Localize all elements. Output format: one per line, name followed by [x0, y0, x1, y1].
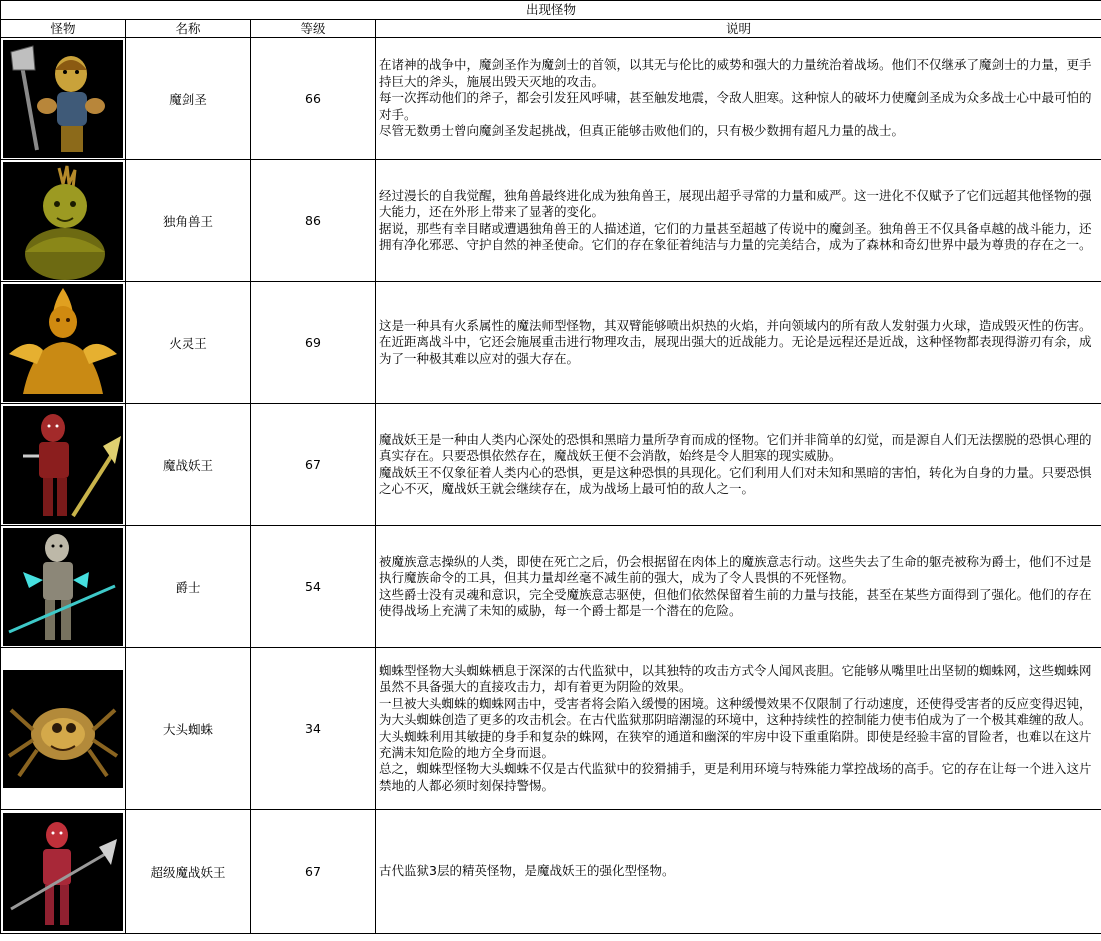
- monster-level: 67: [251, 404, 376, 526]
- header-name: 名称: [126, 20, 251, 38]
- monster-level: 66: [251, 38, 376, 160]
- table-row: [1, 38, 1101, 160]
- monster-level: 34: [251, 648, 376, 810]
- monster-image-cell: [1, 648, 126, 810]
- table-title: 出现怪物: [1, 1, 1101, 20]
- description-paragraph: 这是一种具有火系属性的魔法师型怪物，其双臂能够喷出炽热的火焰，并向领域内的所有敌人发射强力火球，造成毁灭性的伤害。: [379, 317, 1092, 333]
- description-paragraph: 每一次挥动他们的斧子，都会引发狂风呼啸，甚至触发地震，令敌人胆寒。这种惊人的破坏力使魔剑圣成为众多战士心中最可怕的对手。: [379, 90, 1092, 122]
- monster-name: 火灵王: [126, 282, 251, 404]
- description-paragraph: 经过漫长的自我觉醒，独角兽最终进化成为独角兽王，展现出超乎寻常的力量和威严。这一进化不仅赋予了它们远超其他怪物的强大能力，还在外形上带来了显著的变化。: [379, 187, 1092, 220]
- description-paragraph: 据说，那些有幸目睹或遭遇独角兽王的人描述道，它们的力量甚至超越了传说中的魔剑圣。独角兽王不仅具备卓越的战斗能力，还拥有净化邪恶、守护自然的神圣使命。它们的存在象征着纯洁与力量的完美结合，成为了森林和奇幻世界中最为尊贵的存在之一。: [379, 220, 1092, 252]
- table-row: [1, 404, 1101, 526]
- table-row: [1, 648, 1101, 810]
- monster-level: 86: [251, 160, 376, 282]
- monster-image-cell: [1, 526, 126, 648]
- monster-name: 魔剑圣: [126, 38, 251, 160]
- description-paragraph: 古代监狱3层的精英怪物，是魔战妖王的强化型怪物。: [379, 863, 675, 879]
- monster-description: [376, 526, 1101, 648]
- monster-description: [376, 648, 1101, 810]
- big-head-spider-portrait: [3, 670, 123, 788]
- demon-war-king-portrait: [3, 406, 123, 524]
- table-row: [1, 526, 1101, 648]
- monster-image-cell: [1, 404, 126, 526]
- monster-description: [376, 282, 1101, 404]
- description-paragraph: 蜘蛛型怪物大头蜘蛛栖息于深深的古代监狱中，以其独特的攻击方式令人闻风丧胆。它能够从嘴里吐出坚韧的蜘蛛网，这些蜘蛛网虽然不具备强大的直接攻击力，却有着更为阴险的效果。: [379, 662, 1092, 695]
- description-paragraph: 这些爵士没有灵魂和意识，完全受魔族意志驱使，但他们依然保留着生前的力量与技能，甚至在某些方面得到了强化。他们的存在使得战场上充满了未知的威胁，每一个爵士都是一个潜在的危险。: [379, 586, 1092, 618]
- table-row: [1, 810, 1101, 934]
- description-paragraph: 魔战妖王不仅象征着人类内心的恐惧，更是这种恐惧的具现化。它们利用人们对未知和黑暗的害怕，转化为自身的力量。只要恐惧之心不灭，魔战妖王就会继续存在，成为战场上最可怕的敌人之一。: [379, 464, 1092, 496]
- monster-description: [376, 160, 1101, 282]
- monster-level: 54: [251, 526, 376, 648]
- monster-image-cell: [1, 160, 126, 282]
- monster-description: [376, 38, 1101, 160]
- monster-level: 67: [251, 810, 376, 934]
- header-level: 等级: [251, 20, 376, 38]
- unicorn-beast-king-portrait: [3, 162, 123, 280]
- monster-image-cell: [1, 810, 126, 934]
- header-description: 说明: [376, 20, 1101, 38]
- description-paragraph: 总之，蜘蛛型怪物大头蜘蛛不仅是古代监狱中的狡猾捕手，更是利用环境与特殊能力掌控战场的高手。它的存在让每一个进入这片禁地的人都必须时刻保持警惕。: [379, 761, 1092, 793]
- fire-spirit-king-portrait: [3, 284, 123, 402]
- monster-name: 超级魔战妖王: [126, 810, 251, 934]
- table-header-row: [1, 20, 1101, 38]
- monster-level: 69: [251, 282, 376, 404]
- monster-name: 魔战妖王: [126, 404, 251, 526]
- monster-name: 爵士: [126, 526, 251, 648]
- knight-portrait: [3, 528, 123, 646]
- description-paragraph: 魔战妖王是一种由人类内心深处的恐惧和黑暗力量所孕育而成的怪物。它们并非简单的幻觉，而是源自人们无法摆脱的恐惧心理的真实存在。只要恐惧依然存在，魔战妖王便不会消散，始终是令人胆寒的现实威胁。: [379, 431, 1092, 464]
- monster-image-cell: [1, 38, 126, 160]
- demon-sword-saint-portrait: [3, 40, 123, 158]
- monster-name: 独角兽王: [126, 160, 251, 282]
- header-monster: 怪物: [1, 20, 126, 38]
- table-row: [1, 160, 1101, 282]
- super-demon-war-king-portrait: [3, 813, 123, 931]
- description-paragraph: 尽管无数勇士曾向魔剑圣发起挑战，但真正能够击败他们的，只有极少数拥有超凡力量的战士。: [379, 123, 905, 139]
- description-paragraph: 在近距离战斗中，它还会施展重击进行物理攻击，展现出强大的近战能力。无论是远程还是近战，这种怪物都表现得游刃有余，成为了一种极其难以应对的强大存在。: [379, 334, 1092, 366]
- description-paragraph: 在诸神的战争中，魔剑圣作为魔剑士的首领，以其无与伦比的威势和强大的力量统治着战场。他们不仅继承了魔剑士的力量，更手持巨大的斧头，施展出毁天灭地的攻击。: [379, 57, 1092, 89]
- table-row: [1, 282, 1101, 404]
- monster-name: 大头蜘蛛: [126, 648, 251, 810]
- description-paragraph: 被魔族意志操纵的人类，即使在死亡之后，仍会根据留在肉体上的魔族意志行动。这些失去了生命的躯壳被称为爵士，他们不过是执行魔族命令的工具，但其力量却丝毫不减生前的强大，成为了令人畏惧的不死怪物。: [379, 553, 1092, 586]
- table-title-row: [1, 1, 1101, 20]
- description-paragraph: 一旦被大头蜘蛛的蜘蛛网击中，受害者将会陷入缓慢的困境。这种缓慢效果不仅限制了行动速度，还使得受害者的反应变得迟钝，为大头蜘蛛创造了更多的攻击机会。在古代监狱那阴暗潮湿的环境中，这种持续性的控制能力使韦伯成为了一个极其难缠的敌人。: [379, 695, 1092, 728]
- monster-description: [376, 404, 1101, 526]
- monster-image-cell: [1, 282, 126, 404]
- monster-description: [376, 810, 1101, 934]
- description-paragraph: 大头蜘蛛利用其敏捷的身手和复杂的蛛网，在狭窄的通道和幽深的牢房中设下重重陷阱。即使是经验丰富的冒险者，也难以在这片充满未知危险的地方全身而退。: [379, 728, 1092, 760]
